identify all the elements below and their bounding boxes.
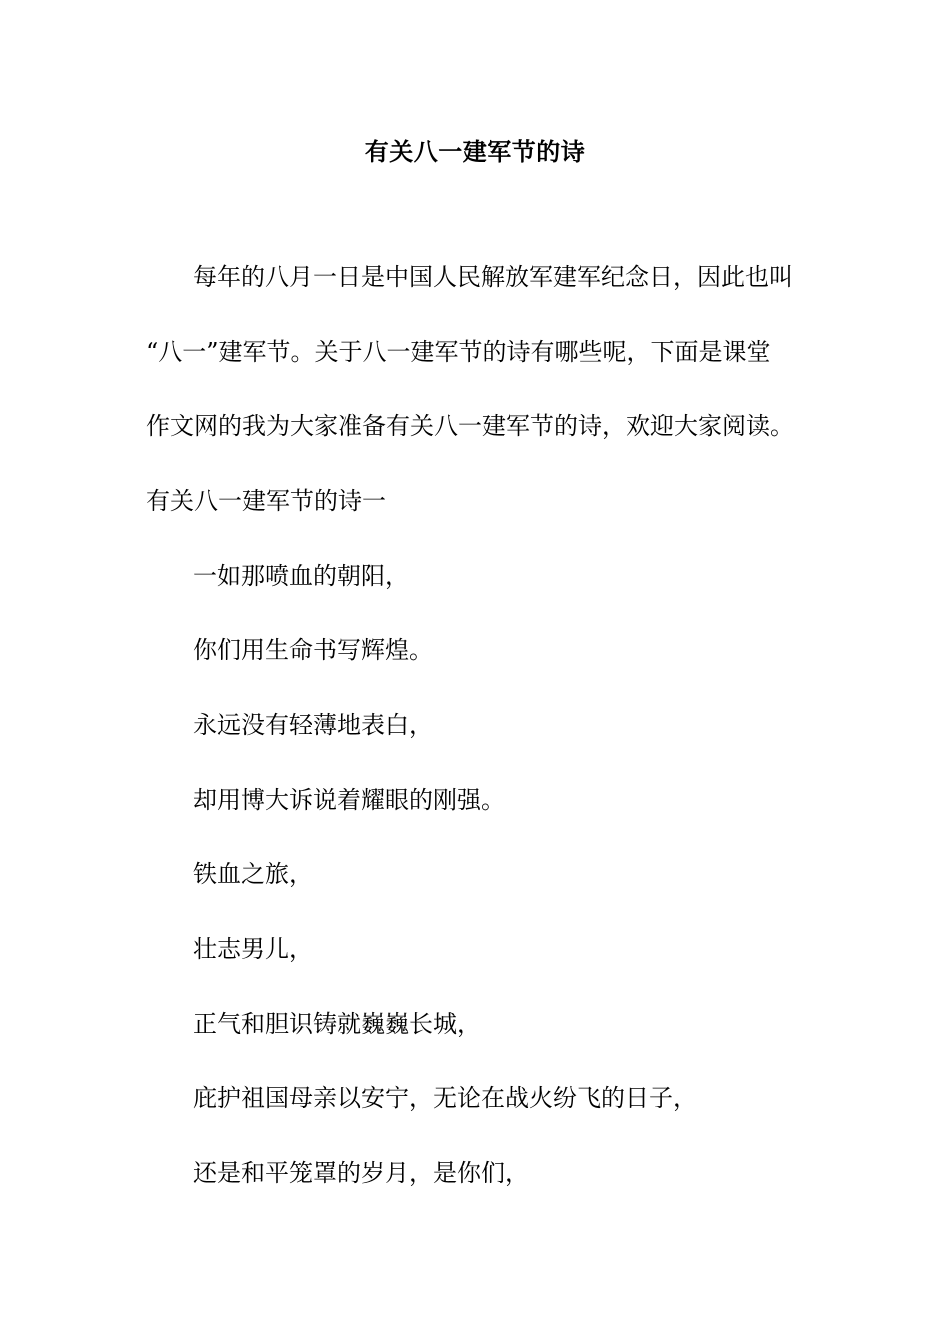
intro-line-3: 作文网的我为大家准备有关八一建军节的诗，欢迎大家阅读。: [146, 412, 794, 440]
section-heading: 有关八一建军节的诗一: [146, 487, 386, 515]
poem-line-2: 你们用生命书写辉煌。: [193, 636, 433, 664]
poem-line-4: 却用博大诉说着耀眼的刚强。: [193, 786, 505, 814]
poem-line-9: 还是和平笼罩的岁月，是你们，: [193, 1159, 529, 1187]
poem-line-6: 壮志男儿，: [193, 935, 313, 963]
poem-line-1: 一如那喷血的朝阳，: [193, 562, 409, 590]
intro-line-1: 每年的八月一日是中国人民解放军建军纪念日，因此也叫: [193, 263, 793, 291]
poem-line-7: 正气和胆识铸就巍巍长城，: [193, 1010, 481, 1038]
intro-line-2: “八一”建军节。关于八一建军节的诗有哪些呢，下面是课堂: [146, 338, 771, 366]
poem-line-5: 铁血之旅，: [193, 860, 313, 888]
document-title: 有关八一建军节的诗: [364, 137, 586, 166]
poem-line-8: 庇护祖国母亲以安宁，无论在战火纷飞的日子，: [193, 1084, 697, 1112]
poem-line-3: 永远没有轻薄地表白，: [193, 711, 433, 739]
